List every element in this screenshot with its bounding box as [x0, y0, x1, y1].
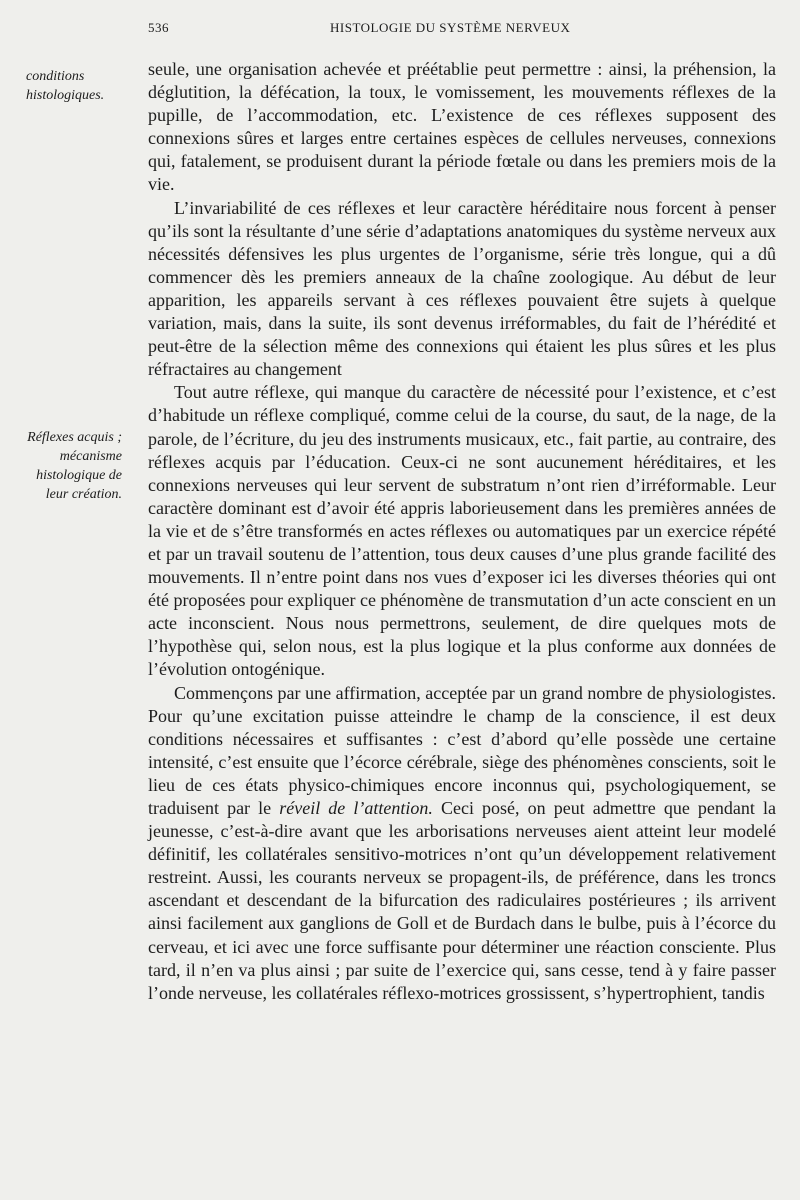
running-title: HISTOLOGIE DU SYSTÈME NERVEUX — [330, 20, 571, 35]
paragraph-2: L’invariabilité de ces réflexes et leur caractère héréditaire nous forcent à penser qu’ils sont la résultante d’une série d’adaptations anatomiques du système nerveux aux nécessités défensives les plus urgentes de l’organisme, série très longue, qui a dû commencer dès les premiers anneaux de la chaîne zoologique. Au début de leur apparition, les appareils servant à ces réflexes pouvaient être sujets à quelque variation, mais, dans la suite, ils sont devenus irréformables, du fait de l’hérédité et peut-être de la sélection même des connexions qui étaient les plus sûres et les plus réfractaires au changement — [148, 197, 776, 380]
marginal-note-reflexes-acquis: Réflexes acquis ; mécanisme histologique de leur création. — [27, 430, 122, 502]
emphasis-reveil-attention: réveil de l’attention. — [279, 798, 433, 818]
paragraph-4 — [148, 682, 776, 1005]
paragraph-1: seule, une organisation achevée et préétablie peut permettre : ainsi, la préhension, la déglutition, la défécation, la toux, le vomissement, les mouvements réflexes de la pupille, de l’accommodation, etc. L’existence de ces réflexes supposent des connexions sûres et larges entre certaines espèces de cellules nerveuses, connexions qui, fatalement, se produisent durant la période fœtale ou dans les premiers mois de la vie. — [148, 59, 776, 195]
paragraph-4-part-1: Commençons par une affirmation, acceptée par un grand nombre de physiologistes. Pour qu’une excitation puisse atteindre le champ de la conscience, il est deux conditions nécessaires et suffisantes : c’est d’abord qu’elle possède une certaine intensité, c’est ensuite que l’écorce cérébrale, siège des phénomènes conscients, soit le lieu de ces états physico-chimiques encore inconnus qui, psychologiquement, se traduisent par le — [148, 682, 776, 818]
running-head — [0, 20, 800, 42]
marginal-note-conditions: conditions histologiques. — [26, 69, 105, 103]
paragraph-4-part-2: Ceci posé, on peut admettre que pendant la jeunesse, c’est-à-dire avant que les arborisations nerveuses aient atteint leur modelé définitif, les collatérales sensitivo-motrices n’ont qu’un développement relativement restreint. Aussi, les courants nerveux se propagent-ils, de préférence, dans les troncs ascendant et descendant de la bifurcation des radiculaires postérieures ; ils arrivent ainsi facilement aux ganglions de Goll et de Burdach dans le bulbe, puis à l’écorce du cerveau, et ici avec une force suffisante pour déterminer une réaction consciente. Plus tard, il n’en va plus ainsi ; par suite de l’exercice qui, sans cesse, tend à y faire passer l’onde nerveuse, les collatérales réflexo-motrices grossissent, s’hypertrophient, tandis — [148, 798, 776, 1003]
page-number: 536 — [148, 20, 169, 35]
body-text — [148, 58, 776, 1005]
paragraph-3: Tout autre réflexe, qui manque du caractère de nécessité pour l’existence, et c’est d’habitude un réflexe compliqué, comme celui de la course, du saut, de la nage, de la parole, de l’écriture, du jeu des instruments musicaux, etc., fait partie, au contraire, des réflexes acquis par l’éducation. Ceux-ci ne sont aucunement héréditaires, et les connexions nerveuses qui leur servent de substratum n’ont rien d’irréformable. Leur caractère dominant est d’avoir été appris laborieusement dans les premières années de la vie et de s’être transformés en actes réflexes ou automatiques par un exercice répété et par un travail soutenu de l’attention, tous deux causes d’une plus grande facilité des mouvements. Il n’entre point dans nos vues d’exposer ici les diverses théories qui ont été proposées pour expliquer ce phénomène de transmutation d’un acte conscient en un acte inconscient. Nous nous permettrons, seulement, de dire quelques mots de l’hypothèse qui, selon nous, est la plus logique et la plus conforme aux données de l’évolution ontogénique. — [148, 382, 776, 680]
